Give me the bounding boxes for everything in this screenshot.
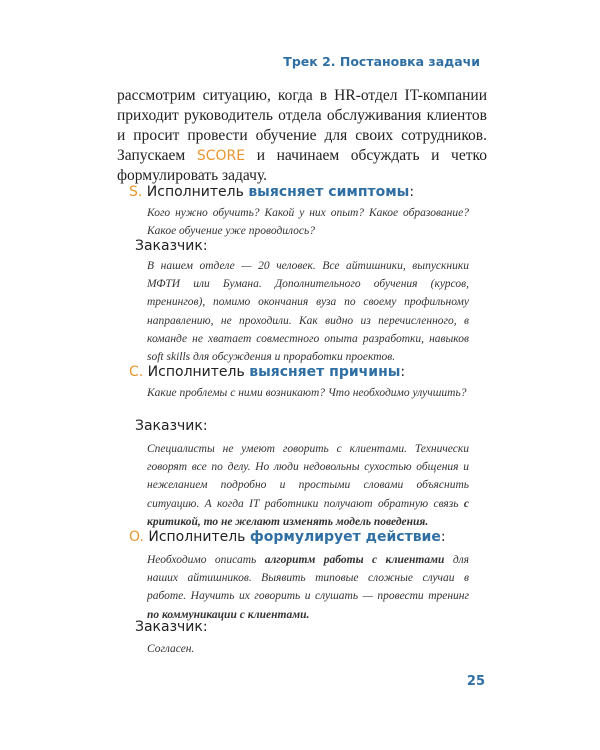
question-text: Необходимо описать <box>147 554 265 566</box>
section-c-question: Какие проблемы с ними возникают? Что необходимо улучшить? <box>147 387 467 399</box>
section-o-answer: Согласен. <box>147 643 195 655</box>
section-c-customer-label: Заказчик: <box>135 418 208 434</box>
intro-text-after: и начинаем обсуждать и четко формулировать задачу. <box>117 147 487 184</box>
section-letter: O. <box>129 529 144 545</box>
section-prefix: Исполнитель <box>142 184 249 200</box>
question-emphasis: по коммуникации с клиентами. <box>147 608 310 621</box>
page-number: 25 <box>466 674 485 689</box>
section-action: формулирует действие <box>249 529 441 545</box>
section-suffix: : <box>400 364 406 380</box>
section-letter: C. <box>129 364 144 380</box>
section-letter: S. <box>129 184 143 200</box>
section-s-question: Кого нужно обучить? Какой у них опыт? Какое образование? Какое обучение уже проводилось? <box>147 207 469 238</box>
score-highlight: SCORE <box>196 148 246 164</box>
section-s-answer: В нашем отделе — 20 человек. Все айтишники, выпускники МФТИ или Бумана. Дополнительного обучения (курсов, тренингов), помимо окончания вуза по своему профильному направлению, не проходили. Как видно из перечисленного, в команде не хватает совместного опыта разработки, навыков soft skills для обсуждения и проработки проектов. <box>147 260 469 364</box>
answer-emphasis: с критикой, то не желают изменять модель поведения. <box>147 497 469 528</box>
section-suffix: : <box>440 529 446 545</box>
section-o-customer-label: Заказчик: <box>135 619 208 635</box>
section-s-customer-label: Заказчик: <box>135 238 208 254</box>
section-suffix: : <box>409 184 415 200</box>
section-o-question <box>141 551 469 624</box>
question-emphasis: алгоритм работы с клиентами <box>264 554 445 566</box>
intro-text-before: рассмотрим ситуацию, когда в HR-отдел IT-компании приходит руководитель отдела обслуживания клиентов и просит провести обучение для своих сотрудников. Запускаем <box>117 87 487 164</box>
section-action: выясняет причины <box>249 364 401 380</box>
running-header: Трек 2. Постановка задачи <box>283 54 480 69</box>
section-prefix: Исполнитель <box>143 529 250 545</box>
section-c-answer <box>141 440 469 531</box>
section-action: выясняет симптомы <box>248 184 410 200</box>
section-prefix: Исполнитель <box>143 364 250 380</box>
intro-paragraph <box>117 86 487 186</box>
section-c-label <box>129 364 405 380</box>
section-s-label <box>129 184 414 200</box>
section-o-label <box>129 529 446 545</box>
question-text: для наших айтишников. Выявить типовые сложные случаи в работе. Научить их говорить и слушать — провести тренинг <box>147 554 470 603</box>
answer-text: Специалисты не умеют говорить с клиентами. Технически говорят все по делу. Но люди недовольны сухостью общения и нежеланием подробно и простыми словами объяснить ситуацию. А когда IT работники получают обратную связь <box>147 443 469 510</box>
